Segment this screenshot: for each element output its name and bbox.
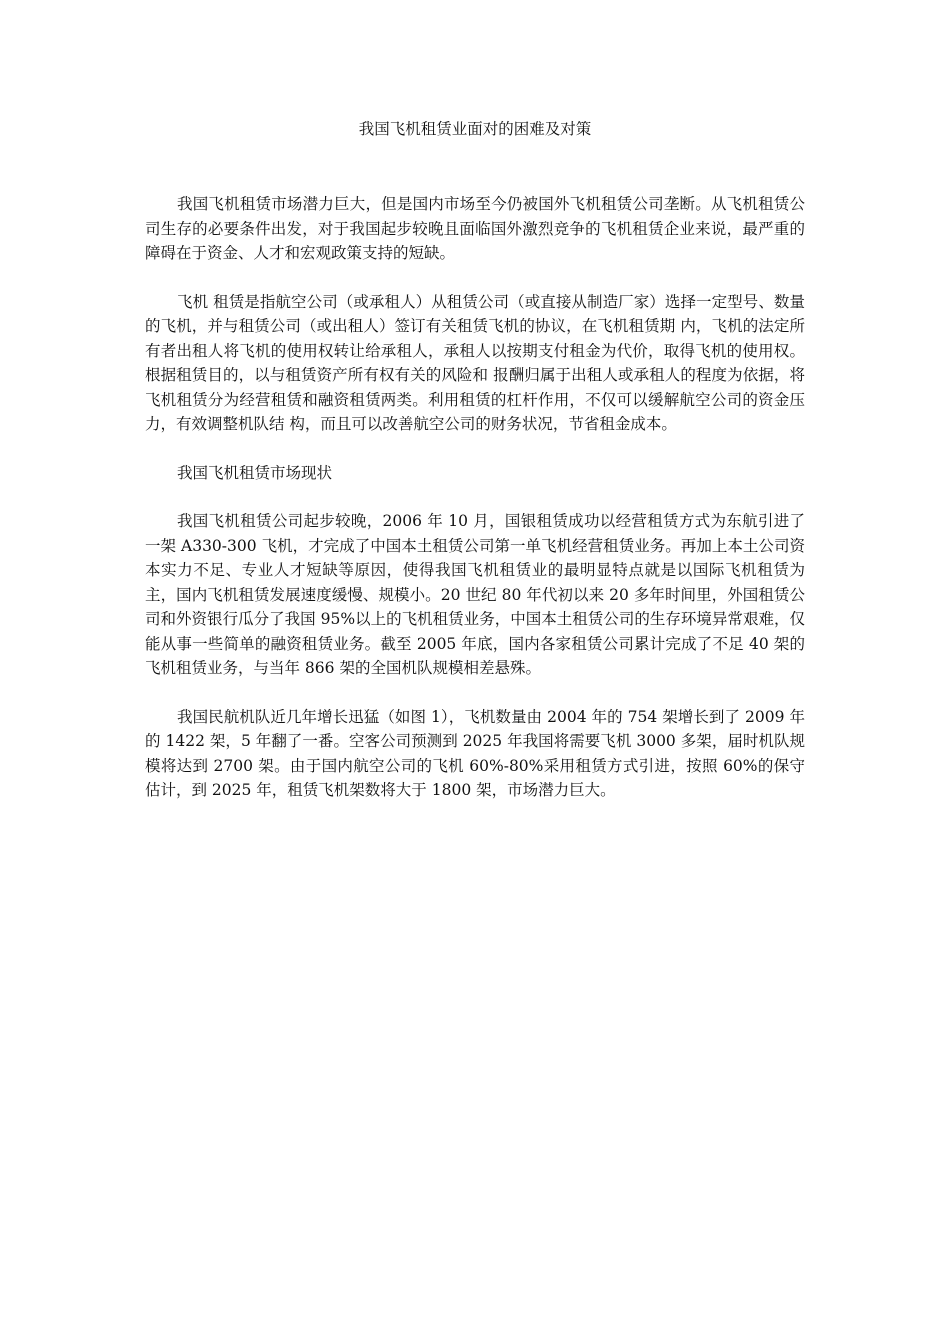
paragraph-market-status: 我国飞机租赁公司起步较晚，2006 年 10 月，国银租赁成功以经营租赁方式为东航引进了一架 A330-300 飞机，才完成了中国本土租赁公司第一单飞机经营租赁业务。再加上本土公司资本实力不足、专业人才短缺等原因，使得我国飞机租赁业的最明显特点就是以国际飞机租赁为主，国内飞机租赁发展速度缓慢、规模小。20 世纪 80 年代初以来 20 多年时间里，外国租赁公司和外资银行瓜分了我国 95%以上的飞机租赁业务，中国本土租赁公司的生存环境异常艰难，仅能从事一些简单的融资租赁业务。截至 2005 年底，国内各家租赁公司累计完成了不足 40 架的飞机租赁业务，与当年 866 架的全国机队规模相差悬殊。 — [145, 512, 805, 677]
paragraph-definition: 飞机 租赁是指航空公司（或承租人）从租赁公司（或直接从制造厂家）选择一定型号、数量的飞机，并与租赁公司（或出租人）签订有关租赁飞机的协议，在飞机租赁期 内，飞机的法定所有者出租人将飞机的使用权转让给承租人，承租人以按期支付租金为代价，取得飞机的使用权。根据租赁目的，以与租赁资产所有权有关的风险和 报酬归属于出租人或承租人的程度为依据，将飞机租赁分为经营租赁和融资租赁两类。利用租赁的杠杆作用，不仅可以缓解航空公司的资金压力，有效调整机队结 构，而且可以改善航空公司的财务状况，节省租金成本。 — [145, 292, 805, 433]
document-page — [145, 116, 821, 827]
paragraph-intro: 我国飞机租赁市场潜力巨大，但是国内市场至今仍被国外飞机租赁公司垄断。从飞机租赁公司生存的必要条件出发，对于我国起步较晚且面临国外激烈竞争的飞机租赁企业来说，最严重的障碍在于资金、人才和宏观政策支持的短缺。 — [145, 195, 805, 262]
paragraph-fleet-growth: 我国民航机队近几年增长迅猛（如图 1），飞机数量由 2004 年的 754 架增长到了 2009 年 的 1422 架，5 年翻了一番。空客公司预测到 2025 年我国将需要飞机 3000 多架，届时机队规模将达到 2700 架。由于国内航空公司的飞机 60%-80%采用租赁方式引进，按照 60%的保守估计，到 2025 年，租赁飞机架数将大于 1800 架，市场潜力巨大。 — [145, 707, 821, 799]
document-title: 我国飞机租赁业面对的困难及对策 — [358, 120, 592, 138]
section-heading: 我国飞机租赁市场现状 — [177, 463, 333, 482]
